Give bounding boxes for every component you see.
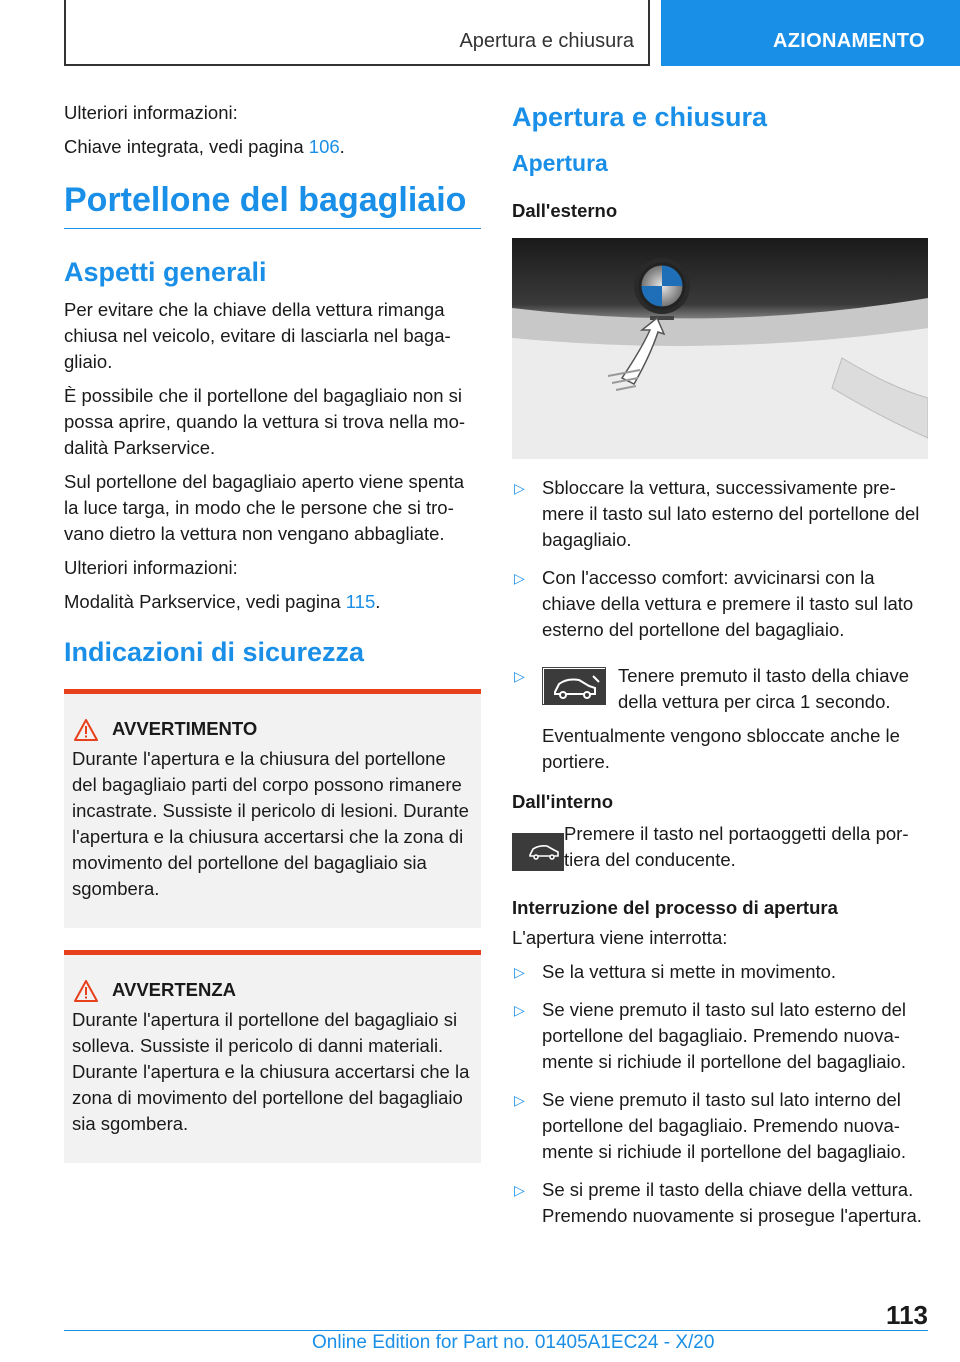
list-item (512, 475, 928, 553)
list-item (512, 565, 928, 643)
general-heading: Aspetti generali (64, 257, 267, 287)
triangle-bullet-icon: ▷ (514, 1092, 525, 1108)
warning-box-1 (64, 689, 481, 928)
intro-reference-text: Chiave integrata, vedi pagina (64, 136, 309, 157)
warning-1-title (72, 716, 473, 742)
intro-more-info: Ulteriori informazioni: (64, 102, 238, 123)
warning-triangle-icon (74, 719, 98, 741)
list-item-text: Se viene premuto il tasto sul lato esterno del portellone del bagagliaio. Premendo nuovamente si richiude il portellone del bagagliaio. (542, 999, 907, 1072)
header-section-box (64, 0, 650, 66)
open-close-heading: Apertura e chiusura (512, 102, 768, 132)
list-item-text: Se viene premuto il tasto sul lato interno del portellone del bagagliaio. Premendo nuovamente si richiude il portellone del bagagliaio. (542, 1089, 907, 1162)
list-item (512, 997, 928, 1075)
list-item (512, 663, 928, 775)
outside-heading: Dall'esterno (512, 200, 618, 221)
triangle-bullet-icon: ▷ (514, 1002, 525, 1018)
right-column (512, 100, 928, 1241)
page-number: 113 (886, 1300, 928, 1330)
left-column (64, 100, 481, 1173)
key-step-text: Tenere premuto il tasto della chiave della vettura per circa 1 secondo. (618, 665, 910, 712)
triangle-bullet-icon: ▷ (514, 1182, 525, 1198)
triangle-bullet-icon: ▷ (514, 480, 525, 496)
triangle-bullet-icon: ▷ (514, 668, 525, 684)
warning-1-text: Durante l'apertura e la chiusura del portellone del bagagliaio parti del corpo possono rimanere incastrate. Sussiste il pericolo di lesioni. Durante l'apertura e la chiusura accertarsi che la zona di movimento del portellone del bagagliaio sia sgombera. (72, 748, 469, 899)
page-header (0, 0, 960, 66)
tailgate-key-icon (542, 667, 606, 705)
footer-edition: Online Edition for Part no. 01405A1EC24 - X/20 (312, 1332, 715, 1353)
list-item (512, 1177, 928, 1229)
warning-2-text: Durante l'apertura il portellone del bagagliaio si solleva. Sussiste il pericolo di danni materiali. Durante l'apertura e la chiusura accertarsi che la zona di movimento del portellone del bagagliaio sia sgombera. (72, 1009, 470, 1134)
outside-steps-list (512, 475, 928, 775)
intro-reference-link[interactable]: 106 (308, 136, 340, 157)
list-item (512, 1087, 928, 1165)
section-title: Portellone del bagagliaio (64, 180, 481, 229)
parkservice-reference-text: Modalità Parkservice, vedi pagina (64, 591, 346, 612)
warning-triangle-icon (74, 980, 98, 1002)
general-paragraph-3: Sul portellone del bagagliaio aperto viene spenta la luce targa, in modo che le persone che si trovano dietro la vettura non vengano abbagliate. (64, 471, 465, 544)
tailgate-photo (512, 238, 928, 459)
header-chapter-title: AZIONAMENTO (773, 30, 925, 52)
triangle-bullet-icon: ▷ (514, 570, 525, 586)
warning-2-title (72, 977, 473, 1003)
list-item (512, 959, 928, 985)
list-item-text: Sbloccare la vettura, successivamente premere il tasto sul lato esterno del portellone del bagagliaio. (542, 477, 920, 550)
header-section-title: Apertura e chiusura (459, 30, 634, 52)
safety-heading: Indicazioni di sicurezza (64, 637, 365, 667)
list-item-text: Con l'accesso comfort: avvicinarsi con la chiave della vettura e premere il tasto sul lato esterno del portellone del bagagliaio. (542, 567, 914, 640)
list-item-text: Se la vettura si mette in movimento. (542, 961, 837, 982)
key-step-note: Eventualmente vengono sbloccate anche le portiere. (542, 725, 900, 772)
general-paragraph-2: È possibile che il portellone del bagagliaio non si possa aprire, quando la vettura si trova nella modalità Parkservice. (64, 385, 466, 458)
footer-divider (64, 1330, 928, 1331)
warning-box-2 (64, 950, 481, 1163)
tailgate-button-illustration (512, 238, 928, 459)
header-chapter-tab (661, 0, 960, 66)
interrupt-list (512, 959, 928, 1229)
general-paragraph-1: Per evitare che la chiave della vettura rimanga chiusa nel veicolo, evitare di lasciarla nel bagagliaio. (64, 299, 451, 372)
interrupt-heading: Interruzione del processo di apertura (512, 897, 838, 918)
inside-heading: Dall'interno (512, 791, 614, 812)
warning-2-title-text: AVVERTENZA (112, 979, 237, 1000)
parkservice-reference: Modalità Parkservice, vedi pagina 115. (64, 591, 381, 612)
warning-1-title-text: AVVERTIMENTO (112, 718, 258, 739)
more-info: Ulteriori informazioni: (64, 557, 238, 578)
interrupt-intro: L'apertura viene interrotta: (512, 927, 728, 948)
intro-reference: Chiave integrata, vedi pagina 106. (64, 136, 345, 157)
inside-step (512, 821, 928, 873)
list-item-text: Se si preme il tasto della chiave della vettura. Premendo nuovamente si prosegue l'apertura. (542, 1179, 922, 1226)
opening-heading: Apertura (512, 150, 608, 176)
inside-step-text: Premere il tasto nel portaoggetti della portiera del conducente. (564, 823, 909, 870)
key-step (542, 663, 928, 715)
parkservice-reference-link[interactable]: 115 (345, 591, 376, 612)
triangle-bullet-icon: ▷ (514, 964, 525, 980)
tailgate-button-icon (512, 833, 552, 871)
